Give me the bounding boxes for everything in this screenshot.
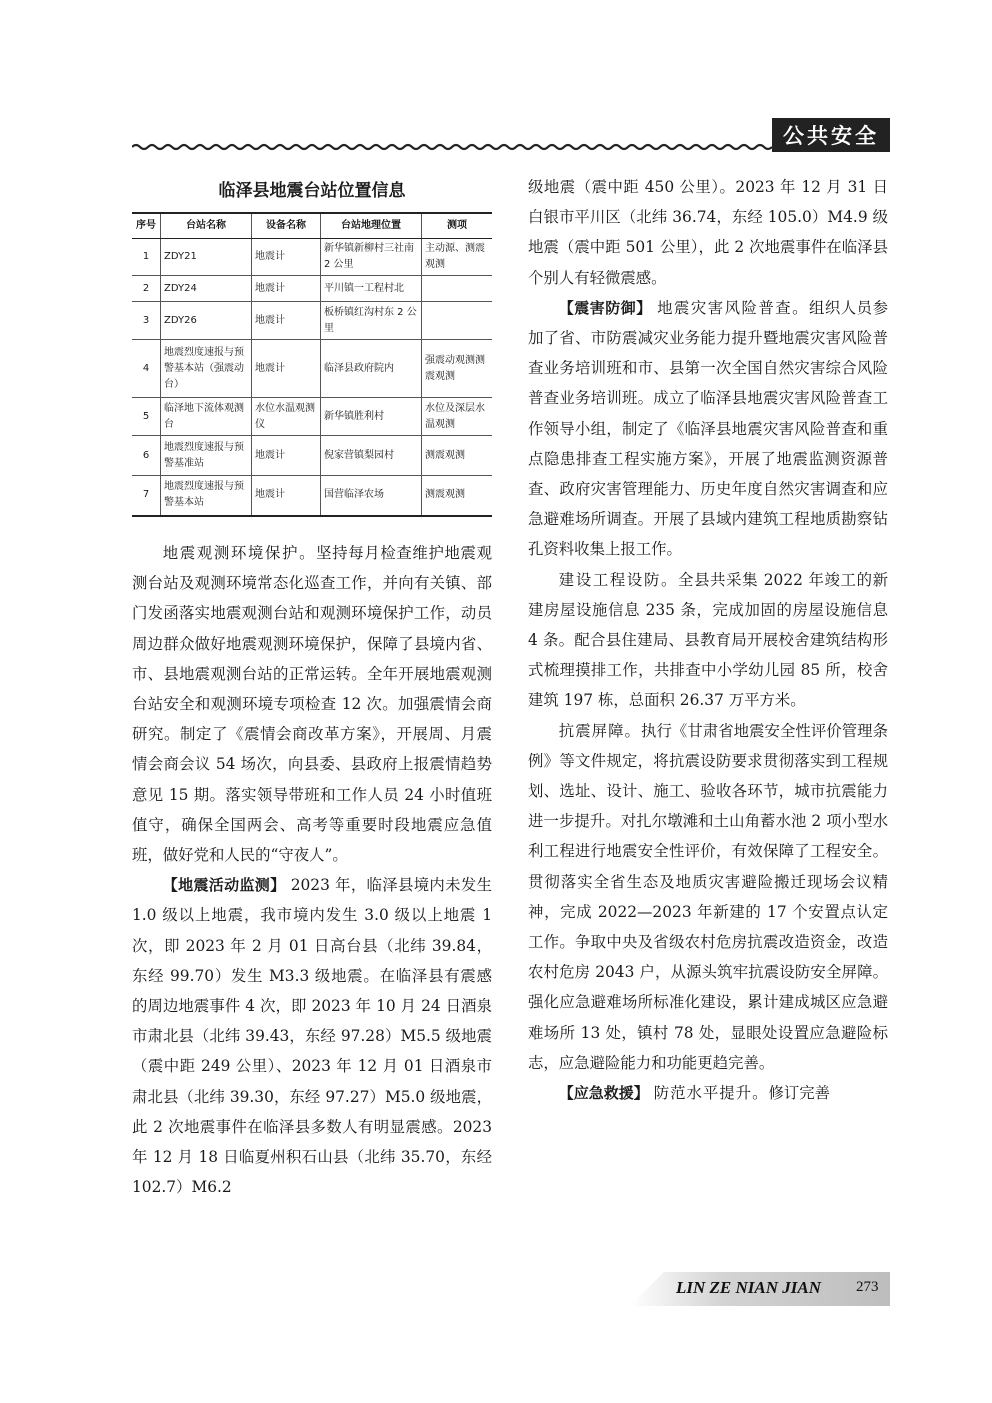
paragraph (132, 538, 492, 870)
paragraph-keyword: 建设工程设防。 (558, 570, 679, 589)
table-cell: 主动源、测震观测 (422, 239, 493, 276)
column-header: 台站名称 (161, 213, 252, 239)
table-cell: 5 (132, 398, 161, 436)
table-row (132, 276, 492, 302)
table-cell: 测震观测 (422, 436, 493, 476)
paragraph (528, 172, 888, 293)
paragraph-text: 全县共采集 2022 年竣工的新建房屋设施信息 235 条，完成加固的房屋设施信息 4 条。配合县住建局、县教育局开展校舍建筑结构形式梳理摸排工作，共排查中小学幼儿园 85 所，校舍建筑 197 栋，总面积 26.37 万平方米。 (528, 570, 888, 710)
right-text-column (528, 172, 888, 1108)
table-cell: 国营临泽农场 (321, 476, 422, 516)
paragraph (528, 565, 888, 716)
column-header: 台站地理位置 (321, 213, 422, 239)
table-cell: 1 (132, 239, 161, 276)
table-cell: ZDY26 (161, 302, 252, 340)
section-tag: 公共安全 (772, 118, 890, 152)
paragraph-text: 执行《甘肃省地震安全性评价管理条例》等文件规定，将抗震设防要求贯彻落实到工程规划、选址、设计、施工、验收各环节，城市抗震能力进一步提升。对扎尔墩滩和土山角蓄水池 2 项小型水利工程进行地震安全性评价，有效保障了工程安全。贯彻落实全省生态及地质灾害避险搬迁现场会议精神，完成 2022—2023 年新建的 17 个安置点认定工作。争取中央及省级农村危房抗震改造资金，改造农村危房 2043 户，从源头筑牢抗震设防安全屏障。强化应急避难场所标准化建设，累计建成城区应急避难场所 13 处，镇村 78 处，显眼处设置应急避险标志，应急避险能力和功能更趋完善。 (528, 721, 888, 1072)
journal-name: LIN ZE NIAN JIAN (676, 1278, 821, 1297)
table-cell: 4 (132, 340, 161, 398)
paragraph-text: 修订完善 (768, 1084, 831, 1103)
table-cell: ZDY24 (161, 276, 252, 302)
table-cell: 临泽县政府院内 (321, 340, 422, 398)
column-header: 测项 (422, 213, 493, 239)
table-row (132, 436, 492, 476)
table-cell: 6 (132, 436, 161, 476)
paragraph-keyword: 抗震屏障。 (558, 721, 641, 740)
paragraph-text: 级地震（震中距 450 公里）。2023 年 12 月 31 日白银市平川区（北纬 36.74，东经 105.0）M4.9 级地震（震中距 501 公里），此 2 次地震事件在临泽县个别人有轻微震感。 (528, 178, 888, 287)
table-cell (422, 276, 493, 302)
paragraph (528, 1078, 888, 1108)
table-cell: 临泽地下流体观测台 (161, 398, 252, 436)
column-header: 设备名称 (252, 213, 321, 239)
table-title: 临泽县地震台站位置信息 (218, 181, 406, 201)
table-cell: 地震计 (252, 436, 321, 476)
table-cell: 地震计 (252, 302, 321, 340)
table-cell: 新华镇胜利村 (321, 398, 422, 436)
section-heading: 【地震活动监测】 (162, 876, 286, 895)
page-number: 273 (856, 1279, 879, 1295)
table-cell: 7 (132, 476, 161, 516)
table-header-row (132, 213, 492, 239)
paragraph-text: 组织人员参加了省、市防震减灾业务能力提升暨地震灾害风险普查业务培训班和市、县第一次全国自然灾害综合风险普查业务培训班。成立了临泽县地震灾害风险普查工作领导小组，制定了《临泽县地震灾害风险普查和重点隐患排查工程实施方案》，开展了地震监测资源普查、政府灾害管理能力、历史年度自然灾害调查和应急避难场所调查。开展了县域内建筑工程地质勘察钻孔资料收集上报工作。 (528, 298, 888, 559)
paragraph-keyword: 地震观测环境保护。 (162, 544, 317, 562)
paragraph-keyword: 防范水平提升。 (653, 1084, 769, 1103)
table-row (132, 302, 492, 340)
paragraph (132, 870, 492, 1202)
table-row (132, 398, 492, 436)
table-cell: 地震烈度速报与预警基本站 (161, 476, 252, 516)
table-row (132, 340, 492, 398)
table-cell: 水位及深层水温观测 (422, 398, 493, 436)
table-cell: ZDY21 (161, 239, 252, 276)
paragraph (528, 293, 888, 565)
section-heading: 【震害防御】 (558, 298, 652, 317)
table-cell: 强震动观测测震观测 (422, 340, 493, 398)
paragraph-keyword: 地震灾害风险普查。 (657, 298, 810, 317)
column-header: 序号 (132, 213, 161, 239)
table-cell: 2 (132, 276, 161, 302)
table-cell: 地震计 (252, 340, 321, 398)
table-cell: 倪家营镇梨园村 (321, 436, 422, 476)
table-row (132, 476, 492, 516)
paragraph-text: 坚持每月检查维护地震观测台站及观测环境常态化巡查工作，并向有关镇、部门发函落实地震观测台站和观测环境保护工作，动员周边群众做好地震观测环境保护，保障了县境内省、市、县地震观测台站的正常运转。全年开展地震观测台站安全和观测环境专项检查 12 次。加强震情会商研究。制定了《震情会商改革方案》，开展周、月震情会商会议 54 场次，向县委、县政府上报震情趋势意见 15 期。落实领导带班和工作人员 24 小时值班值守，确保全国两会、高考等重要时段地震应急值班，做好党和人民的“守夜人”。 (132, 544, 492, 865)
paragraph (528, 716, 888, 1078)
table-cell: 板桥镇红沟村东 2 公里 (321, 302, 422, 340)
table-cell: 测震观测 (422, 476, 493, 516)
table-cell: 地震计 (252, 276, 321, 302)
table-cell: 地震计 (252, 239, 321, 276)
left-text-column (132, 538, 492, 1202)
table-cell: 新华镇新柳村三社南 2 公里 (321, 239, 422, 276)
header-wave-rule (132, 143, 772, 151)
station-table (132, 212, 492, 517)
table-cell: 3 (132, 302, 161, 340)
table-cell: 地震烈度速报与预警基准站 (161, 436, 252, 476)
table-cell: 地震烈度速报与预警基本站（强震动台） (161, 340, 252, 398)
table-cell: 水位水温观测仪 (252, 398, 321, 436)
section-heading: 【应急救援】 (558, 1084, 649, 1103)
paragraph-text: 2023 年，临泽县境内未发生 1.0 级以上地震，我市境内发生 3.0 级以上地震 1 次，即 2023 年 2 月 01 日高台县（北纬 39.84，东经 99.70）发生 M3.3 级地震。在临泽县有震感的周边地震事件 4 次，即 2023 年 10 月 24 日酒泉市肃北县（北纬 39.43，东经 97.28）M5.5 级地震（震中距 249 公里）、2023 年 12 月 01 日酒泉市肃北县（北纬 39.30，东经 97.27）M5.0 级地震，此 2 次地震事件在临泽县多数人有明显震感。2023 年 12 月 18 日临夏州积石山县（北纬 35.70，东经 102.7）M6.2 (132, 876, 492, 1197)
table-cell: 地震计 (252, 476, 321, 516)
table-cell: 平川镇一工程村北 (321, 276, 422, 302)
table-row (132, 239, 492, 276)
table-cell (422, 302, 493, 340)
